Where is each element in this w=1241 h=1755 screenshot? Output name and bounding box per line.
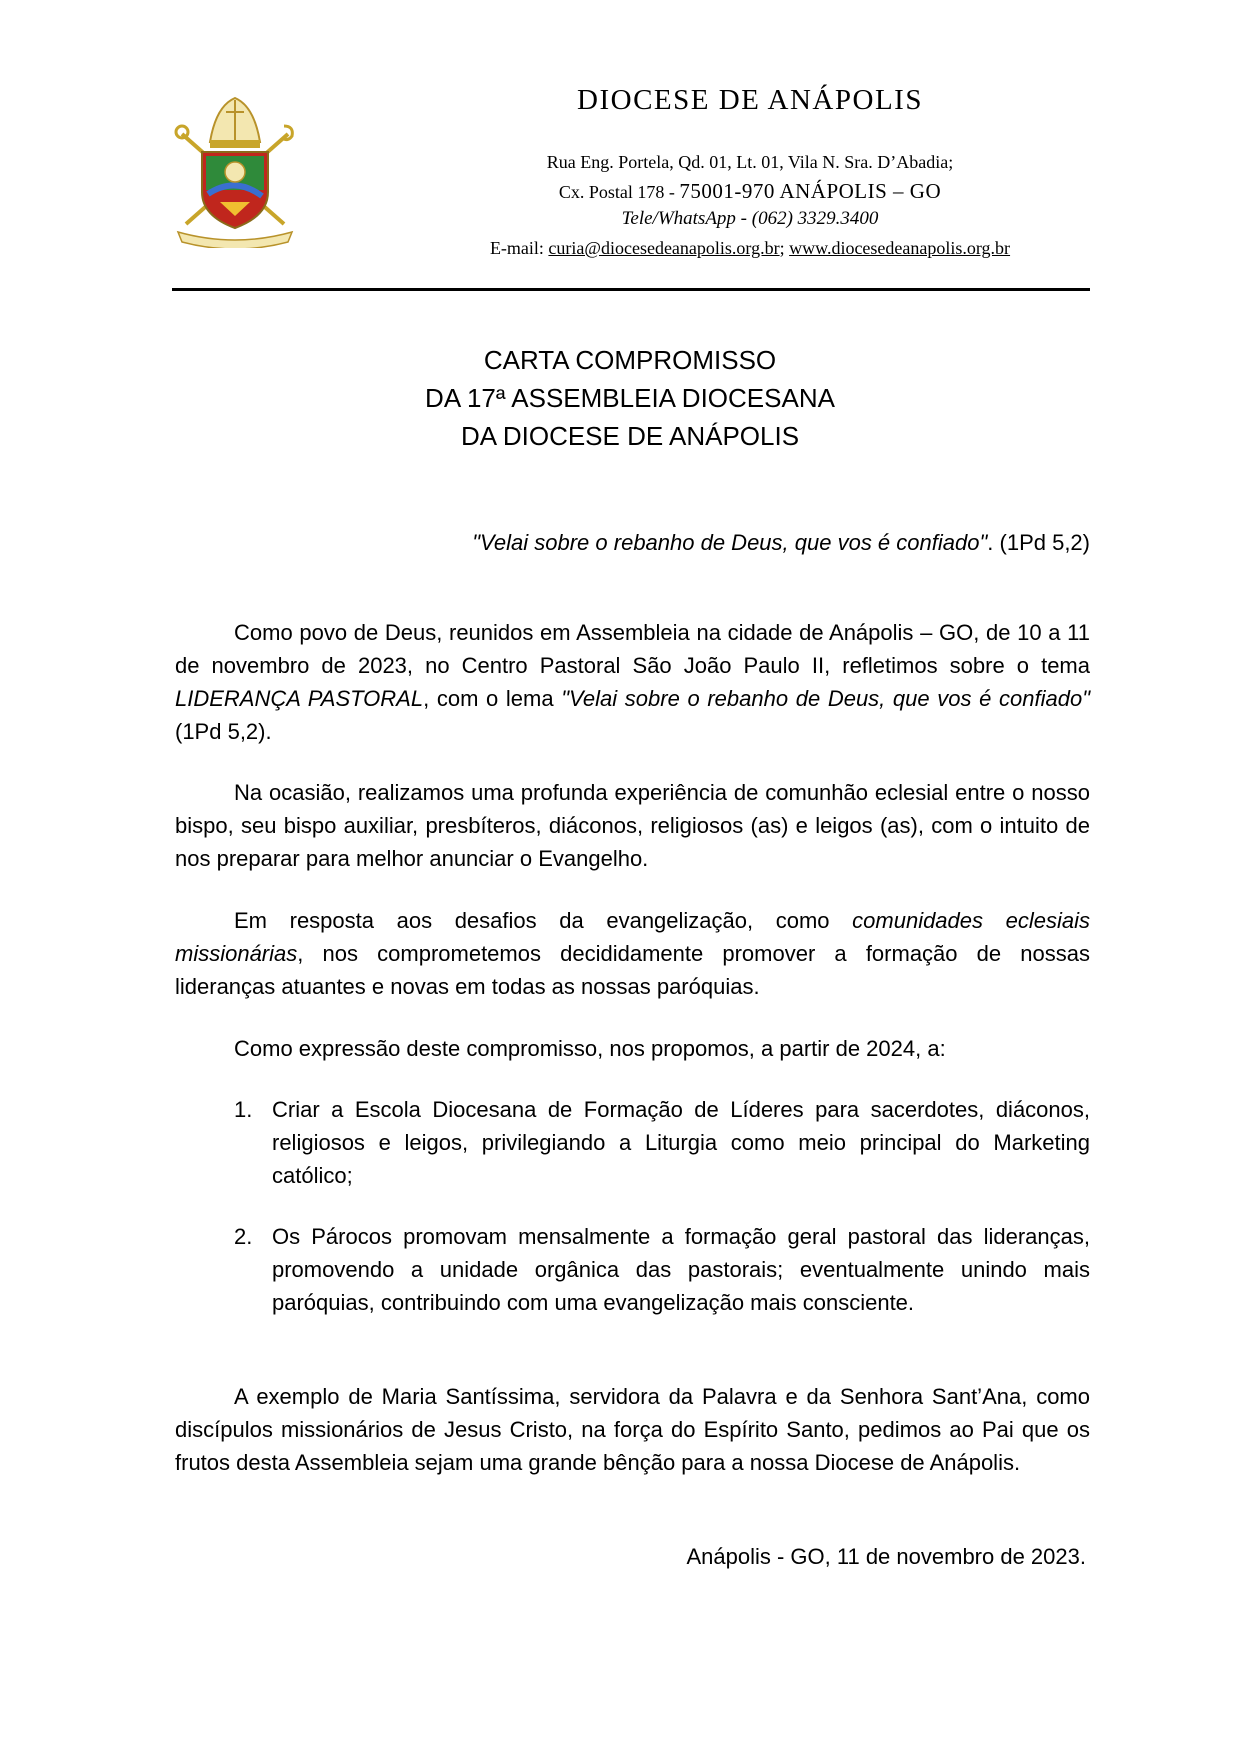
paragraph-text: (1Pd 5,2). bbox=[175, 719, 272, 744]
postal-line bbox=[400, 179, 1100, 204]
postal-box: Cx. Postal 178 - bbox=[558, 182, 680, 202]
paragraph-3 bbox=[175, 904, 1090, 1003]
header-divider bbox=[172, 288, 1090, 291]
epigraph-quote: "Velai sobre o rebanho de Deus, que vos é confiado" bbox=[472, 530, 988, 555]
paragraph-text: , nos comprometemos decididamente promover a formação de nossas lideranças atuantes e novas em todas as nossas paróquias. bbox=[175, 941, 1090, 999]
email-link[interactable]: curia@diocesedeanapolis.org.br bbox=[548, 238, 780, 258]
website-link[interactable]: www.diocesedeanapolis.org.br bbox=[789, 238, 1011, 258]
paragraph-text: Como povo de Deus, reunidos em Assembleia na cidade de Anápolis – GO, de 10 a 11 de novembro de 2023, no Centro Pastoral São João Paulo II, refletimos sobre o tema bbox=[175, 620, 1090, 678]
paragraph-5: A exemplo de Maria Santíssima, servidora da Palavra e da Senhora Sant’Ana, como discípulos missionários de Jesus Cristo, na força do Espírito Santo, pedimos ao Pai que os frutos desta Assembleia sejam uma grande bênção para a nossa Diocese de Anápolis. bbox=[175, 1384, 1090, 1475]
phone-line: Tele/WhatsApp - (062) 3329.3400 bbox=[621, 208, 879, 229]
paragraph-1 bbox=[175, 616, 1090, 748]
document-date: Anápolis - GO, 11 de novembro de 2023. bbox=[686, 1544, 1086, 1569]
epigraph bbox=[472, 526, 1090, 559]
emphasis-text: comunidades eclesiais missionárias bbox=[175, 908, 1091, 966]
paragraph-text: , com o lema bbox=[423, 686, 562, 711]
list-text: Os Párocos promovam mensalmente a formação geral pastoral das lideranças, promovendo a unidade orgânica das pastorais; eventualmente unindo mais paróquias, contribuindo com uma evangelização mais consciente. bbox=[272, 1224, 1090, 1315]
motto-text: "Velai sobre o rebanho de Deus, que vos é confiado" bbox=[561, 686, 1091, 711]
postal-code-city: 75001-970 ANÁPOLIS – GO bbox=[679, 179, 942, 203]
list-text: Criar a Escola Diocesana de Formação de Líderes para sacerdotes, diáconos, religiosos e leigos, privilegiando a Liturgia como meio principal do Marketing católico; bbox=[272, 1097, 1090, 1188]
contact-line bbox=[400, 238, 1100, 259]
email-label: E-mail: bbox=[489, 238, 549, 258]
address-line: Rua Eng. Portela, Qd. 01, Lt. 01, Vila N. Sra. D’Abadia; bbox=[546, 152, 954, 172]
theme-text: LIDERANÇA PASTORAL bbox=[175, 686, 424, 711]
contact-separator: ; bbox=[779, 238, 790, 258]
paragraph-text: Em resposta aos desafios da evangelização, como bbox=[234, 908, 853, 933]
diocese-coat-of-arms-icon bbox=[172, 96, 298, 248]
epigraph-reference: . (1Pd 5,2) bbox=[987, 530, 1090, 555]
list-number: 1. bbox=[234, 1097, 253, 1122]
document-title-line-1: CARTA COMPROMISSO bbox=[483, 345, 777, 375]
paragraph-4: Como expressão deste compromisso, nos propomos, a partir de 2024, a: bbox=[234, 1036, 946, 1061]
document-title-line-3: DA DIOCESE DE ANÁPOLIS bbox=[460, 421, 800, 451]
diocese-name: DIOCESE DE ANÁPOLIS bbox=[577, 84, 923, 116]
list-number: 2. bbox=[234, 1224, 253, 1249]
paragraph-2: Na ocasião, realizamos uma profunda experiência de comunhão eclesial entre o nosso bispo, seu bispo auxiliar, presbíteros, diáconos, religiosos (as) e leigos (as), com o intuito de nos preparar para melhor anunciar o Evangelho. bbox=[175, 780, 1090, 871]
document-title-line-2: DA 17ª ASSEMBLEIA DIOCESANA bbox=[425, 383, 835, 413]
